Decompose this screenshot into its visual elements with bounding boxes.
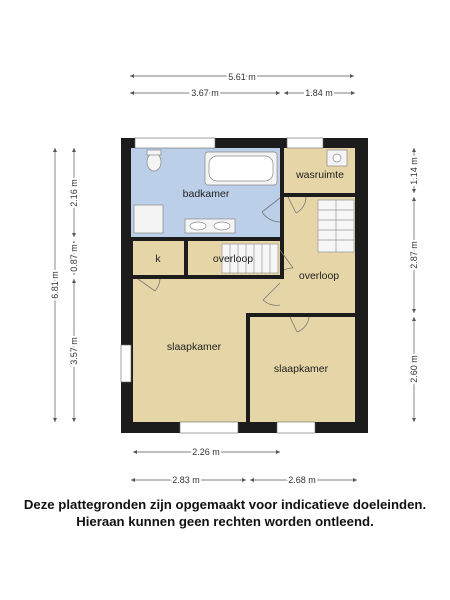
dim-top-left: 3.67 m: [191, 88, 219, 98]
room-label-wasruimte: wasruimte: [296, 169, 344, 181]
wall-bedroom-top: [246, 313, 355, 317]
overloop-connector-floor: [250, 279, 355, 313]
room-label-slaapkamer-left: slaapkamer: [166, 341, 222, 353]
room-label-k: k: [155, 253, 161, 265]
dim-top-right: 1.84 m: [305, 88, 333, 98]
wall-hall-bottom: [131, 275, 284, 279]
wall-k-right: [184, 237, 188, 279]
dim-bottom-right: 2.68 m: [288, 475, 316, 485]
shower-icon: [134, 205, 163, 233]
dim-inner-bottom: 2.26 m: [192, 447, 220, 457]
window-wasruimte-top: [287, 138, 323, 148]
wall-bath-bottom: [131, 237, 284, 241]
sink-right-icon: [214, 222, 230, 230]
window-left-bedroom-top-left: [180, 422, 238, 433]
dim-right-middle: 2.87 m: [409, 241, 419, 269]
disclaimer: [0, 496, 450, 530]
dim-right-upper: 1.14 m: [409, 157, 419, 185]
dim-right-lower: 2.60 m: [409, 355, 419, 383]
window-bath-top: [135, 138, 215, 148]
sink-left-icon: [190, 222, 206, 230]
toilet-tank-icon: [147, 150, 161, 155]
washing-machine-drum-icon: [333, 154, 341, 162]
window-left-side: [121, 345, 131, 382]
bathtub-inner-icon: [209, 156, 273, 181]
dim-left-lower: 3.57 m: [69, 337, 79, 365]
wall-center-vertical: [280, 148, 284, 279]
dim-left-upper: 2.16 m: [69, 179, 79, 207]
dim-left-total: 6.81 m: [50, 271, 60, 299]
room-label-overloop-right: overloop: [298, 270, 340, 282]
room-label-badkamer: badkamer: [182, 188, 230, 200]
wall-bedroom-divider: [246, 313, 250, 422]
room-label-overloop-left: overloop: [212, 253, 254, 265]
disclaimer-line-2: Hieraan kunnen geen rechten worden ontleend.: [76, 514, 374, 529]
dim-bottom-left: 2.83 m: [172, 475, 200, 485]
toilet-icon: [147, 153, 161, 171]
dim-left-middle: 0.87 m: [69, 244, 79, 272]
wall-wasruimte-bottom: [284, 193, 355, 197]
room-label-slaapkamer-right: slaapkamer: [273, 363, 329, 375]
window-right-bedroom-bottom: [277, 422, 315, 433]
disclaimer-line-1: Deze plattegronden zijn opgemaakt voor indicatieve doeleinden.: [23, 497, 427, 512]
dim-top-total: 5.61 m: [228, 72, 256, 82]
